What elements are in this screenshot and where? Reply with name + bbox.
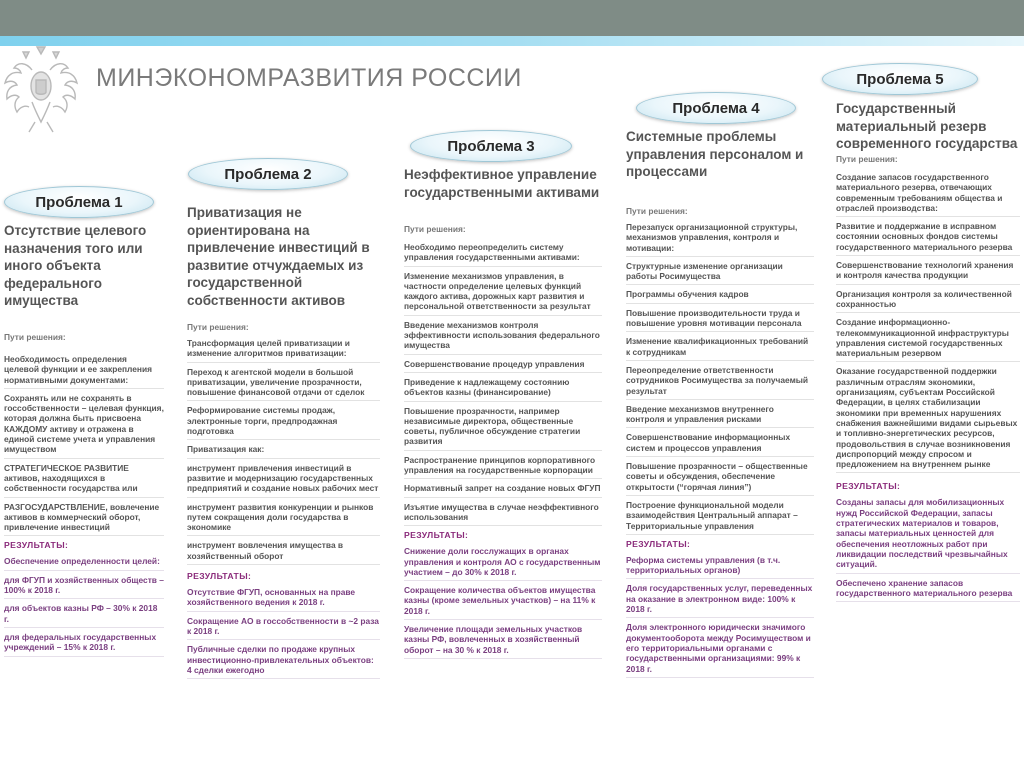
problem-5-title: Государственный материальный резерв современного государства [836,101,1018,151]
double-headed-eagle-icon [2,40,80,140]
problem-1-solutions-label: Пути решения: [4,332,66,342]
solution-item: Переход к агентской модели в большой приватизации, увеличение прозрачности, повышение финансовой отдачи от сделок [187,367,380,402]
solution-item: Структурные изменение организации работы Росимущества [626,261,814,286]
top-accent-stripe [0,36,1024,46]
problem-4-pill: Проблема 4 [636,92,796,124]
result-item: Снижение доли госслужащих в органах управления и контроля АО с государственным участием – до 30% к 2018 г. [404,546,602,581]
solution-item: Совершенствование процедур управления [404,359,602,373]
solution-item: Организация контроля за количественной сохранностью [836,289,1020,314]
result-item: Сокращение АО в госсобственности в ~2 раза к 2018 г. [187,616,380,641]
result-item: для ФГУП и хозяйственных обществ – 100% к 2018 г. [4,575,164,600]
solution-item: Распространение принципов корпоративного управления на государственные корпорации [404,455,602,480]
solution-item: Совершенствование технологий хранения и контроля качества продукции [836,260,1020,285]
solution-item: Реформирование системы продаж, электронные торги, предпродажная подготовка [187,405,380,440]
solution-item: Приватизация как: [187,444,380,458]
problem-4-solutions-label: Пути решения: [626,206,688,216]
top-bar [0,0,1024,36]
solution-item: Построение функциональной модели взаимодействия Центральный аппарат – Территориальные управления [626,500,814,535]
problem-3-column [404,166,602,767]
problem-5-results-label: РЕЗУЛЬТАТЫ: [836,481,901,492]
problem-3-pill: Проблема 3 [410,130,572,162]
problem-5-pill: Проблема 5 [822,63,978,95]
problem-4-results-label: РЕЗУЛЬТАТЫ: [626,538,691,549]
solution-item: Необходимо переопределить систему управления государственными активами: [404,242,602,267]
problem-3-solutions-label: Пути решения: [404,224,466,234]
solution-item: Изменение квалификационных требований к сотрудникам [626,336,814,361]
problem-2-results-label: РЕЗУЛЬТАТЫ: [187,571,252,582]
problem-5-solutions-label: Пути решения: [836,154,898,164]
problem-2-solutions-label: Пути решения: [187,322,249,332]
problem-2-solutions [187,338,380,565]
problem-1-results-label: РЕЗУЛЬТАТЫ: [4,540,69,551]
solution-item: Изъятие имущества в случае неэффективного использования [404,502,602,527]
problem-1-solutions [4,354,164,536]
solution-item: Необходимость определения целевой функции и ее закрепления нормативными документами: [4,354,164,389]
result-item: для федеральных государственных учреждений – 15% к 2018 г. [4,632,164,657]
problem-3-results [404,546,602,659]
problem-3-results-label: РЕЗУЛЬТАТЫ: [404,530,469,541]
problem-4-title: Системные проблемы управления персоналом и процессами [626,129,804,179]
problem-4-column [626,128,814,767]
result-item: Увеличение площади земельных участков казны РФ, вовлеченных в хозяйственный оборот – на 30 % к 2018 г. [404,624,602,659]
problem-2-column [187,204,380,767]
problem-5-column [836,100,1020,767]
problem-4-results [626,555,814,678]
result-item: Обеспечение определенности целей: [4,556,164,570]
solution-item: Трансформация целей приватизации и изменение алгоритмов приватизации: [187,338,380,363]
problem-1-pill: Проблема 1 [4,186,154,218]
result-item: Доля государственных услуг, переведенных на оказание в электронном виде: 100% к 2018 г. [626,583,814,618]
solution-item: Создание запасов государственного материального резерва, отвечающих современным требованиям общества и отраслей производства: [836,172,1020,217]
solution-item: инструмент развития конкуренции и рынков путем сокращения доли государства в экономике [187,502,380,537]
solution-item: Нормативный запрет на создание новых ФГУП [404,483,602,497]
problem-2-results [187,587,380,679]
solution-item: инструмент привлечения инвестиций в развитие и модернизацию государственных предприятий и создание новых рабочих мест [187,463,380,498]
result-item: для объектов казны РФ – 30% к 2018 г. [4,603,164,628]
problem-3-solutions [404,242,602,526]
solution-item: Повышение производительности труда и повышение уровня мотивации персонала [626,308,814,333]
problem-2-title: Приватизация не ориентирована на привлечение инвестиций в развитие отчуждаемых из государственной собственности активов [187,205,370,308]
ministry-title: МИНЭКОНОМРАЗВИТИЯ РОССИИ [96,64,522,92]
problem-1-title: Отсутствие целевого назначения того или иного объекта федерального имущества [4,223,147,308]
result-item: Реформа системы управления (в т.ч. территориальных органов) [626,555,814,580]
problem-5-results [836,497,1020,602]
solution-item: Сохранять или не сохранять в госсобственности – целевая функция, которая должна быть присвоена КАЖДОМУ активу и отражена в единой системе учета и управления имуществом [4,393,164,459]
result-item: Сокращение количества объектов имущества казны (кроме земельных участков) – на 11% к 2018 г. [404,585,602,620]
solution-item: Повышение прозрачности – общественные советы и обсуждения, обеспечение открытости (“горячая линия”) [626,461,814,496]
problem-1-column [4,222,164,767]
solution-item: Развитие и поддержание в исправном состоянии основных фондов системы государственного материального резерва [836,221,1020,256]
solution-item: Введение механизмов контроля эффективности использования федерального имущества [404,320,602,355]
solution-item: Создание информационно-телекоммуникационной инфраструктуры управления системой государственных материальным резервом [836,317,1020,362]
result-item: Созданы запасы для мобилизационных нужд Российской Федерации, запасы стратегических материалов и товаров, запасы материальных ценностей для обеспечения неотложных работ при ликвидации последствий чрезвычайных ситуаций. [836,497,1020,573]
result-item: Доля электронного юридически значимого документооборота между Росимуществом и его территориальными органами с государственными организациями: 99% к 2018 г. [626,622,814,677]
solution-item: Повышение прозрачности, например независимые директора, общественные советы, публичное обсуждение стратегии развития [404,406,602,451]
result-item: Отсутствие ФГУП, основанных на праве хозяйственного ведения к 2018 г. [187,587,380,612]
problem-3-title: Неэффективное управление государственными активами [404,167,600,200]
solution-item: Оказание государственной поддержки различным отраслям экономики, организациям, субъектам Российской Федерации, в целях стабилизации экономики при временных нарушениях снабжения важнейшими видами сырьевых и топливно-энергетических ресурсов, продовольствия в случае возникновения диспропорций между спросом и предложением на внутреннем рынке [836,366,1020,473]
result-item: Публичные сделки по продаже крупных инвестиционно-привлекательных объектов: 4 сделки ежегодно [187,644,380,679]
solution-item: инструмент вовлечения имущества в хозяйственный оборот [187,540,380,565]
solution-item: СТРАТЕГИЧЕСКОЕ РАЗВИТИЕ активов, находящихся в собственности государства или [4,463,164,498]
solution-item: Изменение механизмов управления, в частности определение целевых функций каждого актива, дорожных карт развития и персональной ответственности за результат [404,271,602,316]
problem-4-solutions [626,222,814,535]
solution-item: Совершенствование информационных систем и процессов управления [626,432,814,457]
solution-item: Введение механизмов внутреннего контроля и управления рисками [626,404,814,429]
solution-item: Приведение к надлежащему состоянию объектов казны (финансирование) [404,377,602,402]
problem-2-pill: Проблема 2 [188,158,348,190]
solution-item: Программы обучения кадров [626,289,814,303]
solution-item: Перезапуск организационной структуры, механизмов управления, контроля и мотивации: [626,222,814,257]
problem-5-solutions [836,172,1020,473]
problem-1-results [4,556,164,656]
result-item: Обеспечено хранение запасов государственного материального резерва [836,578,1020,603]
solution-item: Переопределение ответственности сотрудников Росимущества за получаемый результат [626,365,814,400]
solution-item: РАЗГОСУДАРСТВЛЕНИЕ, вовлечение активов в коммерческий оборот, привлечение инвестиций [4,502,164,537]
